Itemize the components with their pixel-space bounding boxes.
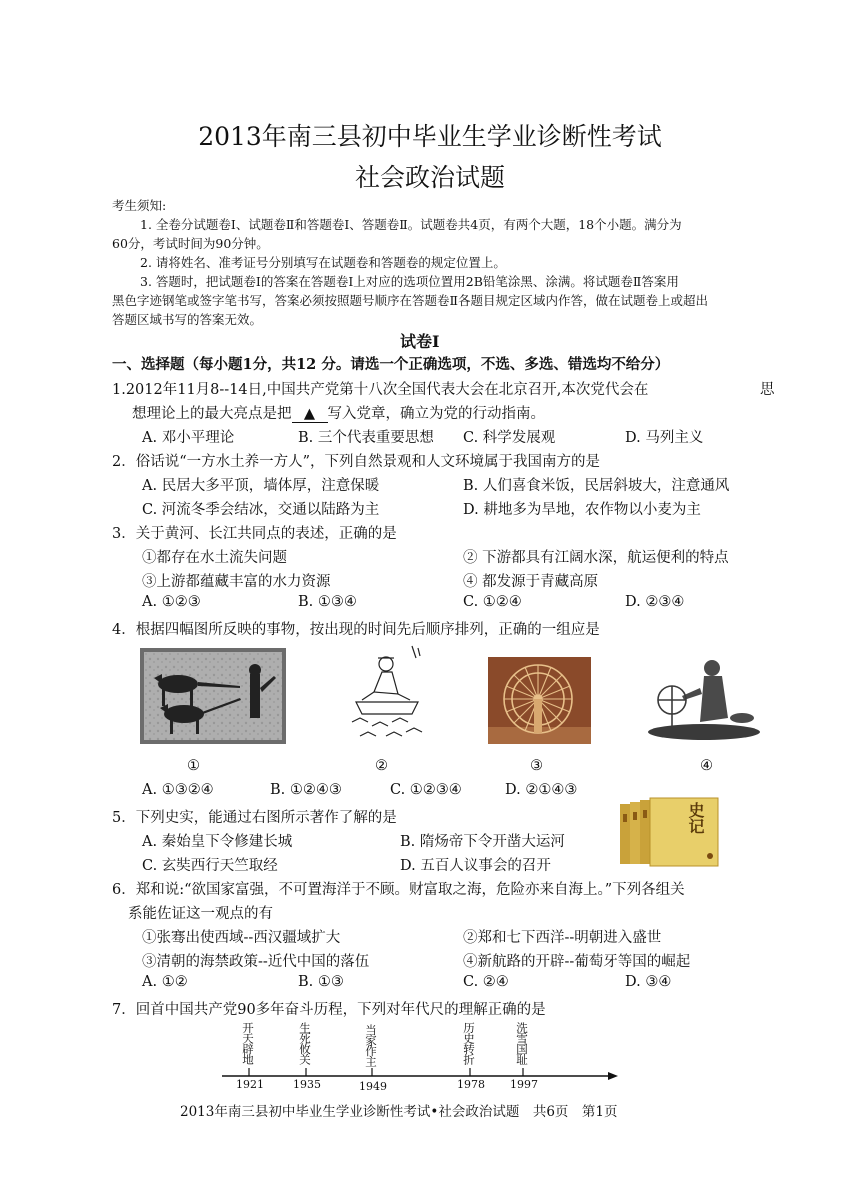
q3-stem: 3．关于黄河、长江共同点的表述，正确的是 bbox=[112, 526, 397, 542]
q6-statement-4: ④新航路的开辟--葡萄牙等国的崛起 bbox=[463, 954, 691, 970]
q4-image-label-1: ① bbox=[187, 758, 200, 774]
q3-statement-4: ④ 都发源于青藏高原 bbox=[463, 574, 599, 590]
q3-option-a: A. ①②③ bbox=[142, 594, 201, 610]
q4-option-a: A. ①③②④ bbox=[142, 782, 214, 798]
q2-option-c: C. 河流冬季会结冰，交通以陆路为主 bbox=[142, 502, 380, 518]
spinning-figure-image bbox=[640, 648, 766, 744]
timeline-event-1949: 当家作主 bbox=[364, 1024, 378, 1066]
timeline-year-1935: 1935 bbox=[293, 1078, 321, 1091]
q1-option-c: C. 科学发展观 bbox=[463, 430, 556, 446]
q3-statement-2: ② 下游都具有江阔水深，航运便利的特点 bbox=[463, 550, 729, 566]
answer-blank: ▲ bbox=[292, 406, 328, 423]
q1-line1: 1.2012年11月8--14日,中国共产党第十八次全国代表大会在北京召开,本次党代会在 bbox=[112, 382, 649, 398]
timeline-year-1978: 1978 bbox=[457, 1078, 485, 1091]
q5-option-d: D. 五百人议事会的召开 bbox=[400, 858, 551, 874]
page-footer: 2013年南三县初中毕业生学业诊断性考试•社会政治试题 共6页 第1页 bbox=[180, 1104, 618, 1120]
timeline-event-1935: 生死攸关 bbox=[298, 1022, 312, 1064]
q4-option-b: B. ①②④③ bbox=[270, 782, 342, 798]
q6-option-c: C. ②④ bbox=[463, 974, 509, 990]
timeline-year-1949: 1949 bbox=[359, 1080, 387, 1093]
timeline-event-1997: 洗雪国耻 bbox=[515, 1022, 529, 1064]
q3-statement-3: ③上游都蕴藏丰富的水力资源 bbox=[142, 574, 331, 590]
q3-option-c: C. ①②④ bbox=[463, 594, 522, 610]
q3-option-d: D. ②③④ bbox=[625, 594, 685, 610]
notice-line-1: 1. 全卷分试题卷Ⅰ、试题卷Ⅱ和答题卷Ⅰ、答题卷Ⅱ。试题卷共4页，有两个大题，18个小题。满分为 bbox=[140, 217, 682, 232]
q1-line1-end: 思 bbox=[760, 382, 775, 398]
notice-line-5: 黑色字迹钢笔或签字笔书写，答案必须按照题号顺序在答题卷Ⅱ各题目规定区域内作答，做在试题卷上或超出 bbox=[112, 293, 708, 308]
book-title: 史记 bbox=[686, 802, 705, 834]
waterwheel-image bbox=[488, 657, 591, 744]
ox-plowing-image bbox=[140, 648, 286, 744]
q6-statement-1: ①张骞出使西域--西汉疆域扩大 bbox=[142, 930, 341, 946]
q5-option-b: B. 隋炀帝下令开凿大运河 bbox=[400, 834, 565, 850]
q6-statement-2: ②郑和七下西洋--明朝进入盛世 bbox=[463, 930, 662, 946]
q5-option-a: A. 秦始皇下令修建长城 bbox=[142, 834, 293, 850]
exam-title: 2013年南三县初中毕业生学业诊断性考试 bbox=[198, 122, 662, 151]
q2-stem: 2．俗话说“一方水土养一方人”，下列自然景观和人文环境属于我国南方的是 bbox=[112, 454, 601, 470]
q1-line2-rest: 写入党章，确立为党的行动指南。 bbox=[327, 406, 545, 422]
q5-option-c: C. 玄奘西行天竺取经 bbox=[142, 858, 278, 874]
q3-statement-1: ①都存在水土流失问题 bbox=[142, 550, 287, 566]
q6-line2: 系能佐证这一观点的有 bbox=[128, 906, 273, 922]
q4-option-c: C. ①②③④ bbox=[390, 782, 462, 798]
q2-option-b: B. 人们喜食米饭，民居斜坡大，注意通风 bbox=[463, 478, 730, 494]
timeline-event-1978: 历史转折 bbox=[462, 1022, 476, 1064]
q5-stem: 5．下列史实，能通过右图所示著作了解的是 bbox=[112, 810, 397, 826]
q1-line2-text: 想理论上的最大亮点是把 bbox=[132, 406, 292, 422]
notice-heading: 考生须知: bbox=[112, 198, 167, 213]
q6-line1: 6．郑和说:“欲国家富强，不可置海洋于不顾。财富取之海，危险亦来自海上。”下列各组关 bbox=[112, 882, 685, 898]
q1-option-a: A. 邓小平理论 bbox=[142, 430, 235, 446]
q6-option-d: D. ③④ bbox=[625, 974, 672, 990]
notice-line-6: 答题区域书写的答案无效。 bbox=[112, 312, 263, 327]
q1-option-d: D. 马列主义 bbox=[625, 430, 704, 446]
timeline-year-1921: 1921 bbox=[236, 1078, 264, 1091]
notice-line-4: 3. 答题时，把试题卷Ⅰ的答案在答题卷Ⅰ上对应的选项位置用2B铅笔涂黑、涂满。将试题卷Ⅱ答案用 bbox=[140, 274, 679, 289]
q4-option-d: D. ②①④③ bbox=[505, 782, 578, 798]
q7-stem: 7．回首中国共产党90多年奋斗历程，下列对年代尺的理解正确的是 bbox=[112, 1002, 546, 1018]
paper-title: 试卷Ⅰ bbox=[400, 332, 440, 351]
q1-line2 bbox=[132, 402, 545, 423]
q6-statement-3: ③清朝的海禁政策--近代中国的落伍 bbox=[142, 954, 370, 970]
section-heading: 一、选择题（每小题1分，共12 分。请选一个正确选项，不选、多选、错选均不给分） bbox=[112, 356, 670, 373]
q2-option-a: A. 民居大多平顶，墙体厚，注意保暖 bbox=[142, 478, 380, 494]
woodcut-weaving-image bbox=[342, 642, 432, 744]
q4-image-label-4: ④ bbox=[700, 758, 713, 774]
q4-stem: 4．根据四幅图所反映的事物，按出现的时间先后顺序排列，正确的一组应是 bbox=[112, 622, 600, 638]
q4-image-label-2: ② bbox=[375, 758, 388, 774]
shiji-books-image bbox=[620, 794, 720, 868]
q1-option-b: B. 三个代表重要思想 bbox=[298, 430, 434, 446]
q6-option-a: A. ①② bbox=[142, 974, 188, 990]
timeline-event-1921: 开天辟地 bbox=[241, 1022, 255, 1064]
notice-line-2: 60分，考试时间为90分钟。 bbox=[112, 236, 269, 251]
q6-option-b: B. ①③ bbox=[298, 974, 344, 990]
exam-subtitle: 社会政治试题 bbox=[354, 163, 505, 192]
q4-image-label-3: ③ bbox=[530, 758, 543, 774]
timeline-year-1997: 1997 bbox=[510, 1078, 538, 1091]
notice-line-3: 2. 请将姓名、准考证号分别填写在试题卷和答题卷的规定位置上。 bbox=[140, 255, 506, 270]
q2-option-d: D. 耕地多为旱地，农作物以小麦为主 bbox=[463, 502, 701, 518]
q3-option-b: B. ①③④ bbox=[298, 594, 357, 610]
